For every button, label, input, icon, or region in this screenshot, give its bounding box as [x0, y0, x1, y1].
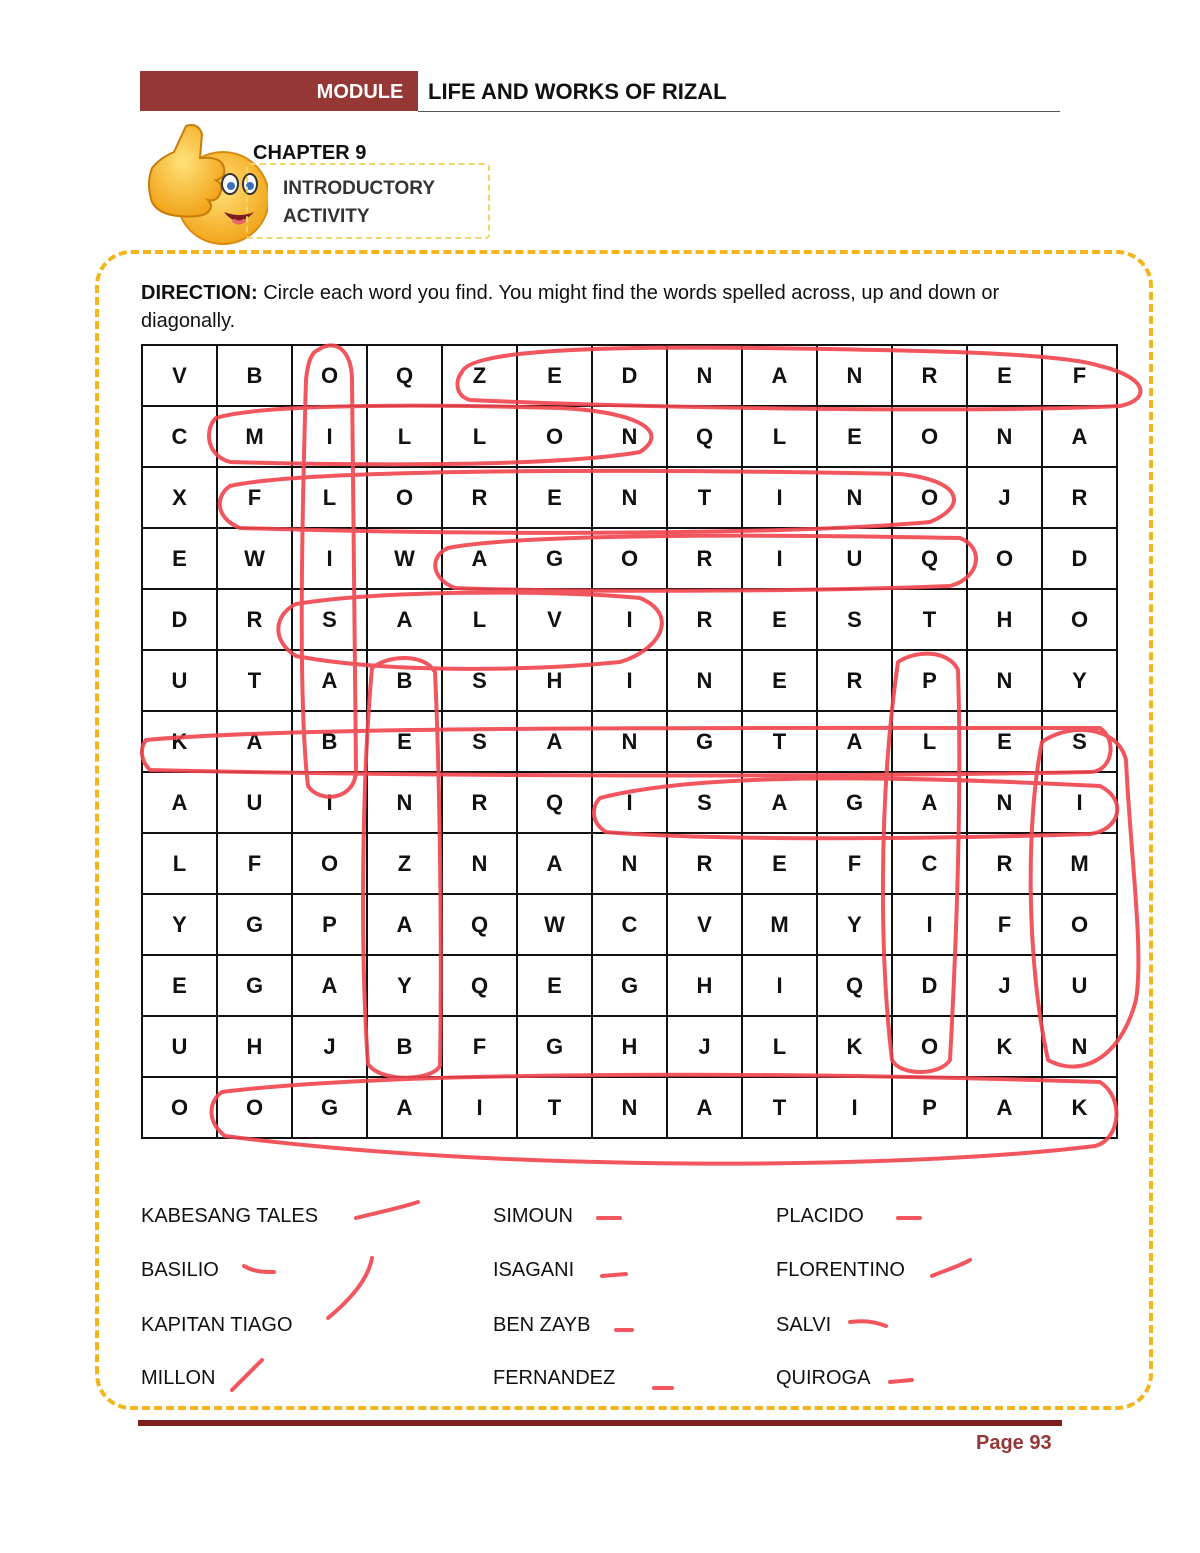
word-simoun: SIMOUN [493, 1205, 573, 1227]
grid-cell[interactable]: N [592, 711, 667, 772]
grid-cell[interactable]: E [142, 955, 217, 1016]
grid-cell[interactable]: N [367, 772, 442, 833]
direction-text [141, 279, 1071, 335]
grid-cell[interactable]: O [367, 467, 442, 528]
grid-row [142, 955, 1117, 1016]
grid-cell[interactable]: N [967, 772, 1042, 833]
grid-cell[interactable]: N [967, 406, 1042, 467]
grid-cell[interactable]: I [592, 589, 667, 650]
grid-cell[interactable]: T [217, 650, 292, 711]
grid-cell[interactable]: I [1042, 772, 1117, 833]
grid-cell[interactable]: S [1042, 711, 1117, 772]
grid-cell[interactable]: U [217, 772, 292, 833]
header-divider [418, 111, 1060, 112]
grid-cell[interactable]: H [517, 650, 592, 711]
grid-cell[interactable]: L [367, 406, 442, 467]
grid-cell[interactable]: C [142, 406, 217, 467]
grid-cell[interactable]: E [517, 345, 592, 406]
grid-cell[interactable]: M [742, 894, 817, 955]
grid-cell[interactable]: T [742, 711, 817, 772]
word-isagani: ISAGANI [493, 1259, 575, 1281]
grid-cell[interactable]: J [967, 467, 1042, 528]
grid-cell[interactable]: N [817, 467, 892, 528]
grid-cell[interactable]: I [292, 406, 367, 467]
grid-cell[interactable]: A [292, 650, 367, 711]
grid-cell[interactable]: Y [817, 894, 892, 955]
grid-cell[interactable]: A [892, 772, 967, 833]
word-kapitan-tiago: KAPITAN TIAGO [141, 1314, 293, 1336]
grid-cell[interactable]: E [367, 711, 442, 772]
grid-cell[interactable]: H [592, 1016, 667, 1077]
grid-cell[interactable]: E [817, 406, 892, 467]
grid-cell[interactable]: L [742, 1016, 817, 1077]
grid-cell[interactable]: A [367, 894, 442, 955]
grid-cell[interactable]: O [892, 467, 967, 528]
grid-cell[interactable]: E [967, 345, 1042, 406]
grid-cell[interactable]: I [817, 1077, 892, 1138]
word-salvi: SALVI [776, 1314, 832, 1336]
grid-cell[interactable]: O [967, 528, 1042, 589]
grid-cell[interactable]: R [892, 345, 967, 406]
grid-row [142, 1016, 1117, 1077]
grid-cell[interactable]: S [292, 589, 367, 650]
grid-cell[interactable]: K [142, 711, 217, 772]
direction-body: Circle each word you find. You might find the words spelled across, up and down or diagonally. [141, 282, 1000, 332]
grid-cell[interactable]: G [217, 894, 292, 955]
grid-cell[interactable]: F [217, 833, 292, 894]
grid-cell[interactable]: F [442, 1016, 517, 1077]
grid-cell[interactable]: I [892, 894, 967, 955]
grid-cell[interactable]: M [1042, 833, 1117, 894]
grid-cell[interactable]: R [442, 772, 517, 833]
module-title: LIFE AND WORKS OF RIZAL [428, 79, 727, 104]
activity-subtitle: INTRODUCTORY ACTIVITY [283, 178, 435, 227]
grid-cell[interactable]: I [292, 528, 367, 589]
grid-cell[interactable]: R [667, 589, 742, 650]
grid-cell[interactable]: D [892, 955, 967, 1016]
grid-cell[interactable]: S [817, 589, 892, 650]
grid-cell[interactable]: V [142, 345, 217, 406]
grid-cell[interactable]: R [967, 833, 1042, 894]
grid-cell[interactable]: F [817, 833, 892, 894]
grid-cell[interactable]: A [1042, 406, 1117, 467]
grid-cell[interactable]: L [292, 467, 367, 528]
grid-cell[interactable]: R [1042, 467, 1117, 528]
grid-cell[interactable]: B [292, 711, 367, 772]
grid-cell[interactable]: O [292, 345, 367, 406]
grid-cell[interactable]: N [592, 406, 667, 467]
grid-cell[interactable]: F [1042, 345, 1117, 406]
grid-cell[interactable]: P [892, 1077, 967, 1138]
module-label: MODULE [316, 81, 404, 103]
grid-cell[interactable]: I [742, 467, 817, 528]
grid-cell[interactable]: N [667, 650, 742, 711]
grid-cell[interactable]: W [217, 528, 292, 589]
grid-cell[interactable]: I [592, 772, 667, 833]
grid-cell[interactable]: X [142, 467, 217, 528]
grid-cell[interactable]: S [442, 650, 517, 711]
grid-cell[interactable]: I [592, 650, 667, 711]
grid-cell[interactable]: N [967, 650, 1042, 711]
grid-cell[interactable]: L [442, 406, 517, 467]
grid-cell[interactable]: B [367, 650, 442, 711]
grid-cell[interactable]: E [742, 833, 817, 894]
grid-cell[interactable]: R [217, 589, 292, 650]
grid-cell[interactable]: Y [142, 894, 217, 955]
grid-cell[interactable]: E [742, 650, 817, 711]
grid-cell[interactable]: I [742, 528, 817, 589]
grid-cell[interactable]: I [292, 772, 367, 833]
grid-cell[interactable]: N [592, 467, 667, 528]
grid-cell[interactable]: A [742, 345, 817, 406]
grid-cell[interactable]: A [817, 711, 892, 772]
grid-cell[interactable]: K [1042, 1077, 1117, 1138]
grid-cell[interactable]: O [1042, 589, 1117, 650]
grid-cell[interactable]: G [217, 955, 292, 1016]
grid-cell[interactable]: T [667, 467, 742, 528]
grid-row [142, 345, 1117, 406]
grid-cell[interactable]: N [1042, 1016, 1117, 1077]
grid-cell[interactable]: J [667, 1016, 742, 1077]
grid-cell[interactable]: O [517, 406, 592, 467]
grid-cell[interactable]: U [142, 1016, 217, 1077]
grid-cell[interactable]: S [442, 711, 517, 772]
grid-cell[interactable]: D [1042, 528, 1117, 589]
grid-cell[interactable]: S [667, 772, 742, 833]
grid-cell[interactable]: L [142, 833, 217, 894]
grid-cell[interactable]: E [517, 467, 592, 528]
grid-cell[interactable]: I [442, 1077, 517, 1138]
grid-cell[interactable]: A [442, 528, 517, 589]
grid-cell[interactable]: G [592, 955, 667, 1016]
grid-cell[interactable]: D [592, 345, 667, 406]
word-millon: MILLON [141, 1367, 216, 1389]
grid-cell[interactable]: Y [1042, 650, 1117, 711]
grid-cell[interactable]: A [217, 711, 292, 772]
word-florentino: FLORENTINO [776, 1259, 905, 1281]
grid-cell[interactable]: I [742, 955, 817, 1016]
grid-cell[interactable]: O [217, 1077, 292, 1138]
grid-cell[interactable]: V [667, 894, 742, 955]
word-placido: PLACIDO [776, 1205, 864, 1227]
grid-cell[interactable]: Q [517, 772, 592, 833]
grid-cell[interactable]: E [742, 589, 817, 650]
grid-cell[interactable]: L [442, 589, 517, 650]
grid-cell[interactable]: P [292, 894, 367, 955]
grid-row [142, 894, 1117, 955]
grid-cell[interactable]: Q [667, 406, 742, 467]
grid-cell[interactable]: N [817, 345, 892, 406]
grid-cell[interactable]: D [142, 589, 217, 650]
page-number: Page 93 [976, 1432, 1052, 1454]
grid-cell[interactable]: U [817, 528, 892, 589]
word-basilio: BASILIO [141, 1259, 219, 1281]
word-ben-zayb: BEN ZAYB [493, 1314, 591, 1336]
grid-cell[interactable]: O [292, 833, 367, 894]
grid-row [142, 406, 1117, 467]
grid-cell[interactable]: U [1042, 955, 1117, 1016]
grid-cell[interactable]: R [667, 528, 742, 589]
grid-cell[interactable]: A [517, 833, 592, 894]
grid-cell[interactable]: A [667, 1077, 742, 1138]
footer-divider [138, 1420, 1062, 1426]
grid-cell[interactable]: O [592, 528, 667, 589]
word-quiroga: QUIROGA [776, 1367, 871, 1389]
grid-cell[interactable]: L [892, 711, 967, 772]
grid-row [142, 1077, 1117, 1138]
grid-cell[interactable]: W [367, 528, 442, 589]
grid-row [142, 589, 1117, 650]
grid-cell[interactable]: A [292, 955, 367, 1016]
grid-cell[interactable]: K [967, 1016, 1042, 1077]
grid-cell[interactable]: P [892, 650, 967, 711]
grid-cell[interactable]: V [517, 589, 592, 650]
grid-cell[interactable]: Q [442, 894, 517, 955]
grid-cell[interactable]: O [142, 1077, 217, 1138]
grid-cell[interactable]: Q [817, 955, 892, 1016]
grid-cell[interactable]: G [517, 1016, 592, 1077]
chapter-label: CHAPTER 9 [253, 142, 367, 164]
grid-cell[interactable]: T [517, 1077, 592, 1138]
grid-row [142, 528, 1117, 589]
grid-cell[interactable]: T [742, 1077, 817, 1138]
word-search-grid [141, 344, 1118, 1139]
grid-cell[interactable]: N [667, 345, 742, 406]
grid-cell[interactable]: O [892, 406, 967, 467]
grid-cell[interactable]: J [967, 955, 1042, 1016]
grid-row [142, 650, 1117, 711]
grid-row [142, 467, 1117, 528]
grid-cell[interactable]: A [367, 589, 442, 650]
grid-cell[interactable]: T [892, 589, 967, 650]
grid-cell[interactable]: G [817, 772, 892, 833]
grid-cell[interactable]: Q [367, 345, 442, 406]
grid-cell[interactable]: N [592, 833, 667, 894]
grid-row [142, 711, 1117, 772]
grid-cell[interactable]: F [217, 467, 292, 528]
grid-cell[interactable]: W [517, 894, 592, 955]
grid-cell[interactable]: Z [442, 345, 517, 406]
grid-cell[interactable]: Q [442, 955, 517, 1016]
grid-cell[interactable]: C [892, 833, 967, 894]
grid-cell[interactable]: Y [367, 955, 442, 1016]
grid-cell[interactable]: J [292, 1016, 367, 1077]
grid-row [142, 833, 1117, 894]
grid-cell[interactable]: N [592, 1077, 667, 1138]
word-fernandez: FERNANDEZ [493, 1367, 616, 1389]
grid-cell[interactable]: E [517, 955, 592, 1016]
grid-cell[interactable]: R [442, 467, 517, 528]
grid-cell[interactable]: Q [892, 528, 967, 589]
grid-cell[interactable]: G [292, 1077, 367, 1138]
grid-cell[interactable]: E [967, 711, 1042, 772]
grid-cell[interactable]: Z [367, 833, 442, 894]
grid-cell[interactable]: A [967, 1077, 1042, 1138]
grid-cell[interactable]: H [667, 955, 742, 1016]
grid-cell[interactable]: O [892, 1016, 967, 1077]
grid-cell[interactable]: R [817, 650, 892, 711]
grid-cell[interactable]: L [742, 406, 817, 467]
grid-cell[interactable]: A [517, 711, 592, 772]
grid-cell[interactable]: A [742, 772, 817, 833]
word-kabesang-tales: KABESANG TALES [141, 1205, 319, 1227]
grid-cell[interactable]: G [667, 711, 742, 772]
grid-cell[interactable]: U [142, 650, 217, 711]
grid-cell[interactable]: B [217, 345, 292, 406]
grid-cell[interactable]: H [967, 589, 1042, 650]
grid-cell[interactable]: E [142, 528, 217, 589]
grid-cell[interactable]: G [517, 528, 592, 589]
grid-cell[interactable]: B [367, 1016, 442, 1077]
grid-cell[interactable]: K [817, 1016, 892, 1077]
grid-cell[interactable]: N [442, 833, 517, 894]
grid-cell[interactable]: O [1042, 894, 1117, 955]
direction-prefix: DIRECTION: [141, 282, 258, 304]
grid-cell[interactable]: M [217, 406, 292, 467]
grid-cell[interactable]: C [592, 894, 667, 955]
grid-cell[interactable]: A [142, 772, 217, 833]
grid-cell[interactable]: A [367, 1077, 442, 1138]
grid-cell[interactable]: R [667, 833, 742, 894]
grid-cell[interactable]: H [217, 1016, 292, 1077]
grid-cell[interactable]: F [967, 894, 1042, 955]
grid-row [142, 772, 1117, 833]
